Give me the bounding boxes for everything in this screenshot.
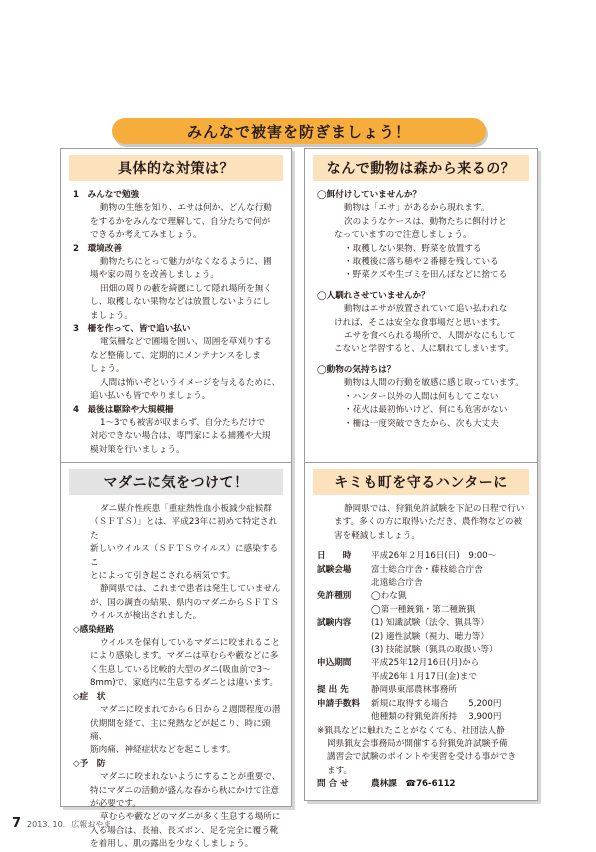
text-line: ・取穫後に落ち穂や２番穂を残している [344, 257, 499, 268]
text-line: ましょう。 [90, 310, 133, 321]
text-line [317, 283, 527, 290]
text-line [317, 357, 527, 364]
text-line: ・取穫しない果物、野菜を放置する [344, 243, 482, 254]
text-line: 8mm)で、家庭内に生息するダニとは違います。 [90, 678, 278, 689]
section-heading: ◇予 防 [73, 758, 106, 769]
section-heading: 3 柵を作って、皆で追い払い [73, 324, 191, 335]
text-line: ウイルスを保有しているマダニに咬まれること [100, 638, 280, 649]
text-line: 電気柵などで圃場を囲い、周囲を草刈りする [100, 337, 272, 348]
text-line: ・野菜クズや生ゴミを田んぼなどに捨てる [344, 270, 508, 281]
text-line: 動物たちにとって魅力がなくなるように、圃 [100, 257, 272, 268]
text-line: こないと学習すると、人に馴れてしまいます。 [334, 344, 514, 355]
text-line: 次のようなケースは、動物たちに餌付けと [344, 216, 507, 227]
measures-box [60, 148, 292, 478]
schedule-value-line: 平成26年１月17日(金)まで [371, 671, 477, 682]
schedule-value-line: 富士総合庁舎・藤枝総合庁舎 [371, 564, 483, 575]
text-line: 静岡県では、狩猟免許試験を下記の日程で行い [344, 504, 525, 514]
text-line: 動物は人間の行動を敏感に感じ取っています。 [344, 378, 524, 389]
text-line: 入る場合は、長袖、長ズボン、足を完全に覆う靴 [90, 825, 279, 836]
measures-title: 具体的な対策は？ [69, 155, 283, 181]
schedule-value-line: (3) 技能試験（猟具の取扱い等） [371, 645, 498, 656]
schedule-value [371, 550, 527, 563]
section-heading: ◇感染経路 [73, 624, 114, 635]
page-banner: みんなで被害を防ぎましょう！ [112, 118, 486, 144]
text-line: 特にマダニの活動が盛んな春から秋にかけて注意 [90, 785, 280, 796]
section-heading: ◯人馴れさせていませんか？ [317, 290, 430, 301]
text-line: （ＳＦＴＳ）」とは、平成23年に初めて特定された [90, 517, 278, 541]
text-line: 筋肉痛、神経症状などを起こします。 [90, 745, 236, 756]
text-line: 害を軽減しましょう。 [334, 530, 420, 541]
text-line: 講習会で試験のポイントや実習を受ける事ができ [327, 752, 517, 763]
text-line: く生息している比較的大型のダニ(吸血前で3～ [90, 664, 271, 675]
schedule-label: 試験内容 [317, 618, 352, 629]
text-line: 動物は「エサ」があるから現れます。 [344, 203, 490, 214]
text-line: ます。多くの方に取得いただき、農作物などの被 [334, 517, 523, 528]
schedule-label: 提 出 先 [317, 685, 349, 696]
text-line: 岡県猟友会事務局が開催する狩猟免許試験予備 [327, 738, 508, 749]
schedule-value-line: 平成25年12月16日(月)から [371, 658, 480, 669]
schedule-value [371, 617, 527, 657]
text-line: なっていますので注意しましょう。 [334, 230, 472, 241]
text-line: マダニに咬まれてから６日から２週間程度の潜 [100, 705, 281, 716]
text-line: マダニに咬まれないようにすることが重要で、 [100, 772, 281, 783]
section-heading: ◇症 状 [73, 691, 106, 702]
schedule-value-line: ◯わな猟 [371, 591, 407, 602]
text-line: 場や家の周りを改善しましょう。 [90, 270, 219, 281]
schedule-label: 申込期間 [317, 658, 352, 669]
text-line: により感染します。マダニは草むらや藪などに多 [90, 651, 279, 662]
schedule-value [371, 590, 527, 617]
text-line: 新しいウイルス（ＳＦＴＳウイルス）に感染するこ [90, 544, 279, 568]
text-line: など整備して、定期的にメンテナンスをしま [90, 350, 262, 361]
text-line: 草むらや藪などのマダニが多く生息する場所に [100, 812, 281, 823]
page-footer [12, 816, 111, 831]
tick-title: マダニに気をつけて！ [69, 469, 283, 495]
section-heading: 2 環境改善 [73, 243, 122, 254]
schedule-label: 免許種別 [317, 591, 352, 602]
text-line: ダニ媒介性疾患「重症熱性血小板減少症候群 [100, 504, 272, 514]
text-line: ・柵は一度突破できたから、次も大丈夫 [344, 418, 499, 429]
schedule-value-line: ◯第一種銃猟・第二種銃猟 [371, 604, 476, 615]
section-heading: ◯動物の気持ちは？ [317, 364, 396, 375]
hunter-title: キミも町を守るハンターに [313, 469, 529, 495]
section-heading: 4 最後は駆除や大規模柵 [73, 404, 174, 415]
text-line: 対応できない場合は、専門家による捕獲や大規 [90, 431, 271, 442]
issue-date: 2013. 10. [27, 820, 66, 829]
schedule-value-line: (2) 適性試験（視力、聴力等） [371, 631, 490, 642]
hunter-note [317, 725, 527, 779]
schedule-value-line: (1) 知識試験（法令、猟具等） [371, 618, 490, 629]
contact-value: 農林課 ☎76-6112 [371, 779, 456, 790]
schedule-label: 日 時 [317, 551, 352, 562]
schedule-label: 申請手数料 [317, 698, 360, 709]
text-line: 追い払いも皆でやりましょう。 [90, 391, 211, 402]
text-line: 1～3でも被害が収まらず、自分たちだけで [100, 417, 265, 428]
hunter-schedule [317, 550, 527, 724]
tick-body [73, 503, 281, 852]
text-line: 田畑の周りの藪を綺麗にして隠れ場所を無く [100, 283, 272, 294]
hunter-contact [317, 778, 527, 791]
why-box [304, 148, 538, 478]
text-line: エサを食べられる場所で、人間がなにもして [344, 331, 516, 342]
text-line: ウイルスが検出されました。 [90, 611, 202, 622]
text-line: 伏期間を経て、主に発熱などが起こり、時に頭痛、 [90, 718, 271, 742]
schedule-value-line: 北遠総合庁舎 [371, 578, 423, 589]
text-line: を着用し、肌の露出を少なくしましょう。 [90, 839, 254, 850]
section-heading: ◯餌付けしていませんか？ [317, 190, 422, 200]
schedule-value-line: 新規に取得する場合 5,200円 [371, 698, 502, 709]
text-line: ※猟具などに触れたことがなくても、社団法人静 [317, 725, 505, 736]
text-line: し、取穫しない果物などは放置しないようにし [90, 297, 271, 308]
text-line: 人間は怖いぞというイメージを与えるために、 [100, 377, 281, 388]
text-line: ・花火は最初怖いけど、何にも危害がない [344, 405, 508, 416]
schedule-value [371, 698, 527, 725]
why-title: なんで動物は森から来るの？ [313, 155, 529, 181]
text-line: とによって引き起こされる病気です。 [90, 571, 236, 582]
text-line: ます。 [327, 765, 353, 776]
publication-name: 広報おやま [71, 820, 112, 829]
schedule-value-line: 他種類の狩猟免許所持 3,900円 [371, 712, 502, 723]
why-body [317, 189, 527, 431]
text-line: しょう。 [90, 364, 125, 375]
text-line: できるか考えてみましょう。 [90, 230, 202, 241]
text-line: ければ、そこは安全な食事場だと思います。 [334, 317, 506, 328]
schedule-value [371, 657, 527, 684]
page-number: 7 [12, 816, 22, 831]
schedule-value [371, 564, 527, 591]
text-line: が、国の調査の結果、県内のマダニからＳＦＴＳ [90, 597, 280, 608]
text-line: ・ハンター以外の人間は何もしてこない [344, 391, 499, 402]
schedule-value-line: 平成26年２月16日(日) 9:00～ [371, 551, 497, 562]
schedule-value [371, 684, 527, 697]
contact-label: 問 合 せ [317, 779, 349, 790]
text-line: 動物の生態を知り、エサは何か、どんな行動 [100, 203, 272, 214]
hunter-intro [317, 503, 527, 543]
schedule-value-line: 静岡県東部農林事務所 [371, 685, 457, 696]
text-line: が必要です。 [90, 798, 141, 809]
text-line: 静岡県では、これまで患者は発生していません [100, 584, 281, 595]
measures-body [73, 189, 281, 457]
section-heading: 1 みんなで勉強 [73, 190, 140, 200]
text-line: 動物はエサが放置されていて追い払われな [344, 304, 508, 315]
schedule-label: 試験会場 [317, 564, 352, 575]
hunter-body [317, 503, 527, 792]
hunter-box [304, 462, 538, 801]
text-line: 模対策を行いましょう。 [90, 444, 185, 455]
text-line: をするかをみんなで理解して、自分たちで何が [90, 216, 271, 227]
